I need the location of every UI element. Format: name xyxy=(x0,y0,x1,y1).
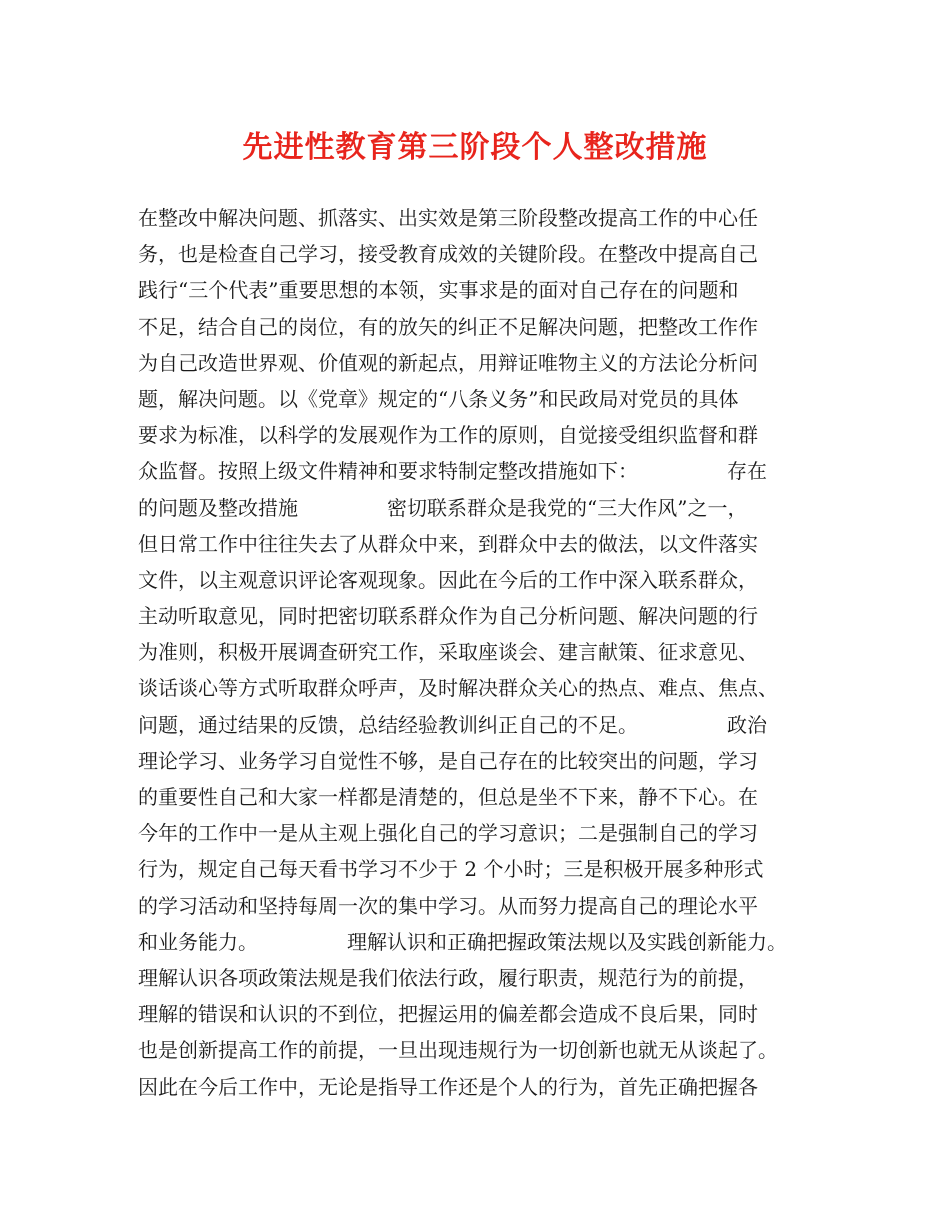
text-line: 主动听取意见，同时把密切联系群众作为自己分析问题、解决问题的行 xyxy=(138,604,758,629)
text-line: 题，解决问题。以《党章》规定的“八条义务”和民政局对党员的具体 xyxy=(138,386,739,411)
text-line: 为自己改造世界观、价值观的新起点，用辩证唯物主义的方法论分析问 xyxy=(138,350,758,375)
text-line: 的重要性自己和大家一样都是清楚的，但总是坐不下来，静不下心。在 xyxy=(138,785,758,809)
text-line: 问题，通过结果的反馈，总结经验教训纠正自己的不足。 政治 xyxy=(138,712,768,737)
text-line: 也是创新提高工作的前提，一旦出现违规行为一切创新也就无从谈起了。 xyxy=(138,1038,778,1063)
text-line: 务，也是检查自己学习，接受教育成效的关键阶段。在整改中提高自己 xyxy=(138,242,758,267)
text-line: 行为，规定自己每天看书学习不少于 2 个小时；三是积极开展多种形式 xyxy=(138,857,764,882)
text-line: 谈话谈心等方式听取群众呼声，及时解决群众关心的热点、难点、焦点、 xyxy=(138,676,778,701)
document-title: 先进性教育第三阶段个人整改措施 xyxy=(242,130,708,165)
text-line: 因此在今后工作中，无论是指导工作还是个人的行为，首先正确把握各 xyxy=(138,1074,758,1099)
text-line: 在整改中解决问题、抓落实、出实效是第三阶段整改提高工作的中心任 xyxy=(138,206,758,230)
document-body xyxy=(138,200,828,1105)
text-line: 今年的工作中一是从主观上强化自己的学习意识；二是强制自己的学习 xyxy=(138,821,758,846)
text-line: 为准则，积极开展调查研究工作，采取座谈会、建言献策、征求意见、 xyxy=(138,640,758,665)
text-line: 的学习活动和坚持每周一次的集中学习。从而努力提高自己的理论水平 xyxy=(138,893,758,918)
text-line: 要求为标准，以科学的发展观作为工作的原则，自觉接受组织监督和群 xyxy=(138,423,758,448)
text-line: 和业务能力。 理解认识和正确把握政策法规以及实践创新能力。 xyxy=(138,929,788,954)
text-line: 理解认识各项政策法规是我们依法行政，履行职责，规范行为的前提， xyxy=(138,965,758,990)
text-line: 众监督。按照上级文件精神和要求特制定整改措施如下： 存在 xyxy=(138,459,768,484)
text-line: 但日常工作中往往失去了从群众中来，到群众中去的做法，以文件落实 xyxy=(138,531,758,556)
text-line: 不足，结合自己的岗位，有的放矢的纠正不足解决问题，把整改工作作 xyxy=(138,314,758,339)
text-line: 的问题及整改措施 密切联系群众是我党的“三大作风”之一， xyxy=(138,495,748,520)
text-line: 践行“三个代表”重要思想的本领，实事求是的面对自己存在的问题和 xyxy=(138,278,739,303)
text-line: 文件，以主观意识评论客观现象。因此在今后的工作中深入联系群众， xyxy=(138,567,758,592)
text-line: 理解的错误和认识的不到位，把握运用的偏差都会造成不良后果，同时 xyxy=(138,1002,758,1027)
text-line: 理论学习、业务学习自觉性不够，是自己存在的比较突出的问题，学习 xyxy=(138,748,758,773)
